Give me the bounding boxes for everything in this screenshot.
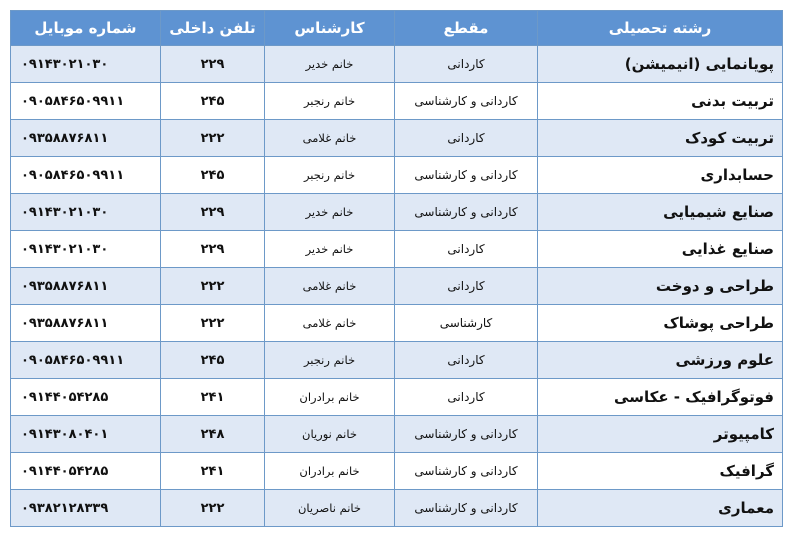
cell-level: کاردانی <box>395 379 538 416</box>
cell-mobile: ۰۹۱۴۳۰۲۱۰۳۰ <box>11 194 161 231</box>
cell-extension: ۲۲۲ <box>161 305 265 342</box>
cell-expert: خانم غلامی <box>265 120 395 157</box>
cell-level: کاردانی <box>395 268 538 305</box>
contacts-table <box>10 10 783 527</box>
table-row <box>11 268 783 305</box>
cell-extension: ۲۲۲ <box>161 268 265 305</box>
table-row <box>11 453 783 490</box>
cell-expert: خانم نوریان <box>265 416 395 453</box>
cell-level: کاردانی <box>395 120 538 157</box>
cell-mobile: ۰۹۳۸۲۱۲۸۳۳۹ <box>11 490 161 527</box>
cell-extension: ۲۴۸ <box>161 416 265 453</box>
cell-extension: ۲۲۲ <box>161 120 265 157</box>
contacts-table-container <box>10 10 782 527</box>
cell-extension: ۲۲۹ <box>161 46 265 83</box>
cell-expert: خانم خدیر <box>265 194 395 231</box>
cell-expert: خانم برادران <box>265 379 395 416</box>
cell-major: علوم ورزشی <box>538 342 783 379</box>
cell-major: طراحی پوشاک <box>538 305 783 342</box>
cell-level: کارشناسی <box>395 305 538 342</box>
cell-level: کاردانی و کارشناسی <box>395 490 538 527</box>
cell-extension: ۲۴۵ <box>161 83 265 120</box>
table-row <box>11 342 783 379</box>
cell-mobile: ۰۹۱۴۴۰۵۴۲۸۵ <box>11 379 161 416</box>
table-row <box>11 379 783 416</box>
cell-major: تربیت کودک <box>538 120 783 157</box>
cell-expert: خانم خدیر <box>265 46 395 83</box>
table-row <box>11 194 783 231</box>
cell-major: صنایع شیمیایی <box>538 194 783 231</box>
cell-expert: خانم غلامی <box>265 305 395 342</box>
cell-extension: ۲۲۲ <box>161 490 265 527</box>
cell-major: فوتوگرافیک - عکاسی <box>538 379 783 416</box>
cell-mobile: ۰۹۱۴۴۰۵۴۲۸۵ <box>11 453 161 490</box>
cell-mobile: ۰۹۰۵۸۴۶۵۰۹۹۱۱ <box>11 83 161 120</box>
cell-level: کاردانی <box>395 231 538 268</box>
cell-major: حسابداری <box>538 157 783 194</box>
table-row <box>11 490 783 527</box>
cell-level: کاردانی <box>395 46 538 83</box>
cell-expert: خانم غلامی <box>265 268 395 305</box>
table-row <box>11 46 783 83</box>
cell-expert: خانم خدیر <box>265 231 395 268</box>
cell-mobile: ۰۹۰۵۸۴۶۵۰۹۹۱۱ <box>11 342 161 379</box>
cell-extension: ۲۲۹ <box>161 231 265 268</box>
cell-extension: ۲۲۹ <box>161 194 265 231</box>
table-row <box>11 120 783 157</box>
cell-expert: خانم رنجبر <box>265 157 395 194</box>
cell-mobile: ۰۹۱۴۳۰۲۱۰۳۰ <box>11 231 161 268</box>
cell-major: صنایع غذایی <box>538 231 783 268</box>
cell-major: کامپیوتر <box>538 416 783 453</box>
cell-major: گرافیک <box>538 453 783 490</box>
cell-mobile: ۰۹۳۵۸۸۷۶۸۱۱ <box>11 120 161 157</box>
cell-mobile: ۰۹۱۴۳۰۸۰۴۰۱ <box>11 416 161 453</box>
cell-extension: ۲۴۱ <box>161 453 265 490</box>
table-row <box>11 83 783 120</box>
cell-mobile: ۰۹۰۵۸۴۶۵۰۹۹۱۱ <box>11 157 161 194</box>
header-extension: تلفن داخلی <box>161 11 265 46</box>
cell-extension: ۲۴۵ <box>161 157 265 194</box>
cell-mobile: ۰۹۳۵۸۸۷۶۸۱۱ <box>11 268 161 305</box>
table-row <box>11 157 783 194</box>
cell-expert: خانم رنجبر <box>265 83 395 120</box>
cell-level: کاردانی و کارشناسی <box>395 83 538 120</box>
cell-extension: ۲۴۱ <box>161 379 265 416</box>
cell-level: کاردانی <box>395 342 538 379</box>
cell-expert: خانم رنجبر <box>265 342 395 379</box>
cell-major: پویانمایی (انیمیشن) <box>538 46 783 83</box>
table-row <box>11 416 783 453</box>
cell-major: معماری <box>538 490 783 527</box>
header-major: رشته تحصیلی <box>538 11 783 46</box>
cell-level: کاردانی و کارشناسی <box>395 453 538 490</box>
header-expert: کارشناس <box>265 11 395 46</box>
header-mobile: شماره موبایل <box>11 11 161 46</box>
table-row <box>11 305 783 342</box>
cell-mobile: ۰۹۳۵۸۸۷۶۸۱۱ <box>11 305 161 342</box>
header-level: مقطع <box>395 11 538 46</box>
cell-level: کاردانی و کارشناسی <box>395 194 538 231</box>
cell-major: طراحی و دوخت <box>538 268 783 305</box>
table-header-row <box>11 11 783 46</box>
cell-expert: خانم برادران <box>265 453 395 490</box>
cell-expert: خانم ناصریان <box>265 490 395 527</box>
cell-major: تربیت بدنی <box>538 83 783 120</box>
cell-extension: ۲۴۵ <box>161 342 265 379</box>
cell-level: کاردانی و کارشناسی <box>395 416 538 453</box>
cell-mobile: ۰۹۱۴۳۰۲۱۰۳۰ <box>11 46 161 83</box>
cell-level: کاردانی و کارشناسی <box>395 157 538 194</box>
table-row <box>11 231 783 268</box>
